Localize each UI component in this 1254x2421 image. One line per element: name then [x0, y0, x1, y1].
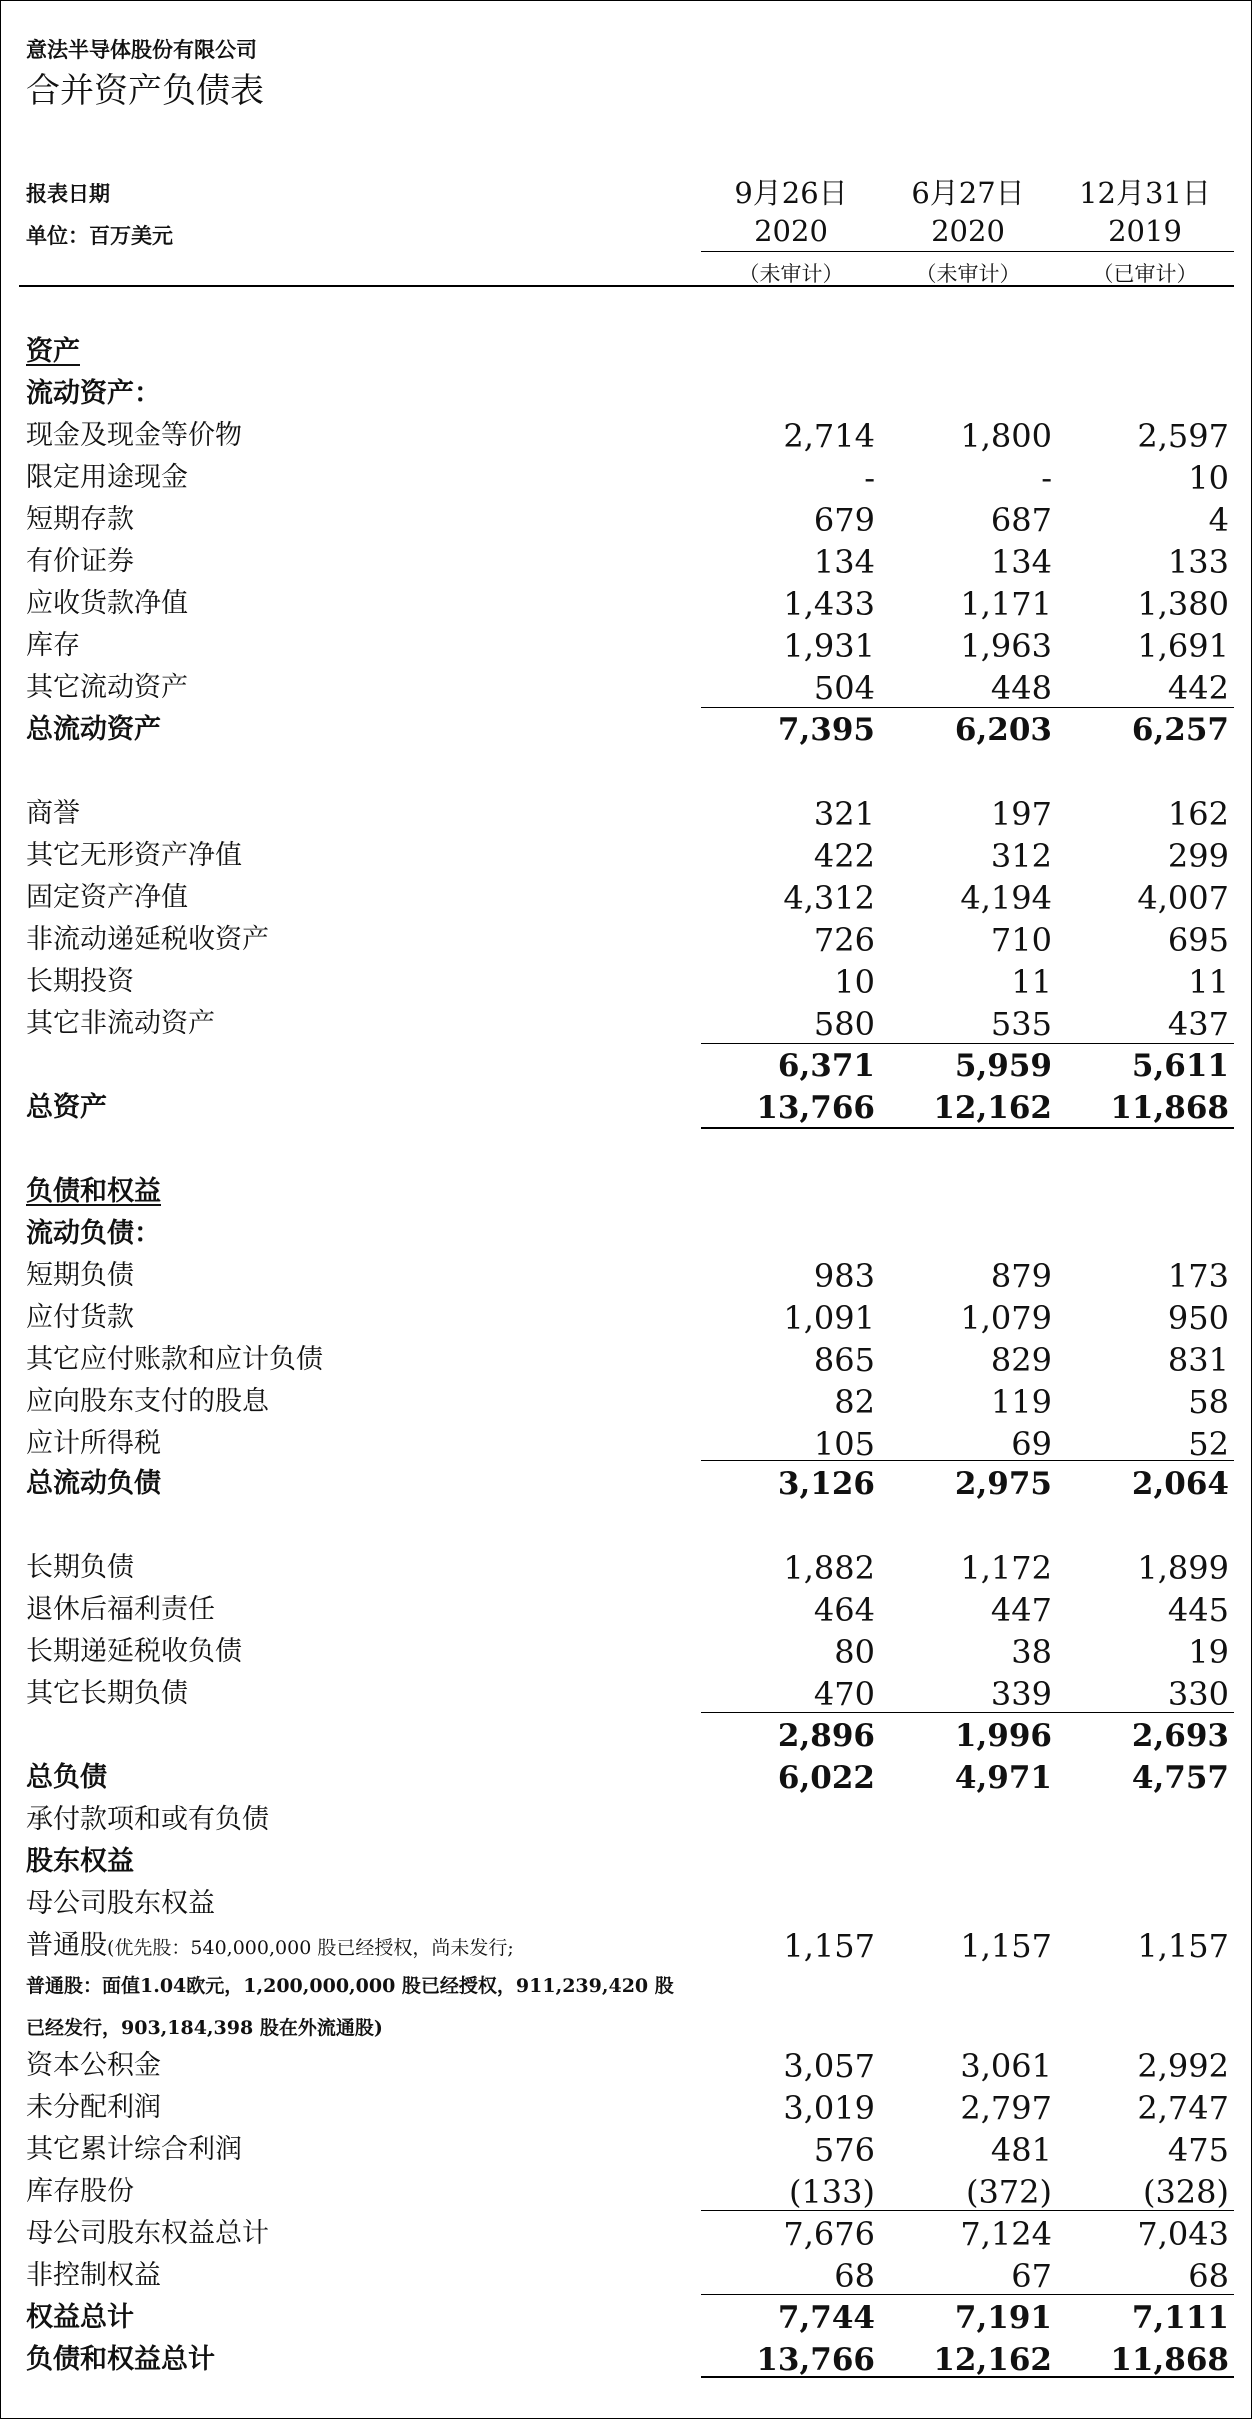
- cell-col1: 1,882: [783, 1549, 875, 1587]
- row-label-text: 库存股份: [26, 2176, 134, 2207]
- row-label: [26, 709, 161, 751]
- common-stock-row: [1, 1925, 1253, 1967]
- cell-col3: 52: [1188, 1425, 1229, 1463]
- cell-col3: 1,899: [1137, 1549, 1229, 1587]
- cell-col1: 3,126: [777, 1466, 875, 1502]
- cell-col3: 4,007: [1137, 879, 1229, 917]
- cell-col2: 1,157: [960, 1927, 1052, 1965]
- row-label: [26, 415, 242, 457]
- cell-col1: 134: [813, 543, 875, 581]
- table-row: [1, 541, 1253, 583]
- total-liabilities-and-equity: [1, 2339, 1253, 2381]
- table-row: [1, 1297, 1253, 1339]
- row-label-text: 总资产: [26, 1092, 107, 1123]
- unit-label: 单位：百万美元: [26, 223, 173, 248]
- cell-col1: 1,091: [783, 1299, 875, 1337]
- table-row: [1, 1381, 1253, 1423]
- row-label-text: 非控制权益: [26, 2260, 161, 2291]
- cell-col1: 865: [813, 1341, 875, 1379]
- total-equity: [1, 2297, 1253, 2339]
- table-row: [1, 2045, 1253, 2087]
- row-label: [26, 1339, 323, 1381]
- cell-col3: 133: [1167, 543, 1229, 581]
- row-label-text: 退休后福利责任: [26, 1594, 215, 1625]
- table-row: [1, 625, 1253, 667]
- row-label: [26, 2045, 161, 2087]
- table-row: [1, 457, 1253, 499]
- row-label-text: 限定用途现金: [26, 462, 188, 493]
- cell-col2: 1,079: [960, 1299, 1052, 1337]
- row-label-text: 其它累计综合利润: [26, 2134, 242, 2165]
- row-label: [26, 1841, 134, 1883]
- row-label: [26, 1547, 134, 1589]
- col2-date: 6月27日: [911, 176, 1025, 210]
- cell-col3: 2,747: [1137, 2089, 1229, 2127]
- cell-col1: 679: [813, 501, 875, 539]
- cell-col3: 1,691: [1137, 627, 1229, 665]
- cell-col3: 695: [1167, 921, 1229, 959]
- table-row: [1, 667, 1253, 709]
- rule-current-assets: [701, 707, 1234, 708]
- row-label-text: 应向股东支付的股息: [26, 1386, 269, 1417]
- row-label: [26, 1297, 134, 1339]
- row-label-text: 其它无形资产净值: [26, 840, 242, 871]
- cell-col2: 312: [990, 837, 1052, 875]
- cell-col1: -: [864, 459, 875, 497]
- report-date-label: 报表日期: [26, 181, 110, 206]
- row-label: [26, 835, 242, 877]
- cell-col2: 1,996: [954, 1718, 1052, 1754]
- cell-col1: 470: [813, 1675, 875, 1713]
- cell-col2: 119: [990, 1383, 1052, 1421]
- row-label-text: 应计所得税: [26, 1428, 161, 1459]
- cell-col2: 1,172: [960, 1549, 1052, 1587]
- table-row: [1, 1423, 1253, 1465]
- col3-date: 12月31日: [1079, 176, 1211, 210]
- row-label-text: 总负债: [26, 1762, 107, 1793]
- col2-status: （未审计）: [915, 262, 1021, 286]
- cell-col2: 11: [1011, 963, 1052, 1001]
- long-term-subtotal: [1, 1715, 1253, 1757]
- cell-col2: 339: [990, 1675, 1052, 1713]
- cell-col1: 3,019: [783, 2089, 875, 2127]
- table-row: [1, 583, 1253, 625]
- rule-noncurrent-assets: [701, 1043, 1234, 1044]
- cell-col1: 321: [813, 795, 875, 833]
- cell-col2: 1,800: [960, 417, 1052, 455]
- cell-col3: 2,693: [1131, 1718, 1229, 1754]
- row-label-text: 负债和权益: [26, 1176, 161, 1207]
- cell-col2: 2,975: [954, 1466, 1052, 1502]
- cell-col3: 330: [1167, 1675, 1229, 1713]
- row-label: [26, 2297, 134, 2339]
- row-label-text: 承付款项和或有负债: [26, 1804, 269, 1835]
- cell-col1: (133): [788, 2173, 875, 2211]
- cell-col3: 162: [1167, 795, 1229, 833]
- cell-col3: 2,597: [1137, 417, 1229, 455]
- table-row: [1, 2129, 1253, 2171]
- row-label: [26, 2087, 161, 2129]
- table-row: [1, 1589, 1253, 1631]
- row-label: [26, 1255, 134, 1297]
- cell-col3: 442: [1167, 669, 1229, 707]
- table-row: [1, 961, 1253, 1003]
- row-label: [26, 2339, 215, 2381]
- table-row: [1, 1631, 1253, 1673]
- total-assets: [1, 1087, 1253, 1129]
- table-row: [1, 1339, 1253, 1381]
- col1-year: 2020: [754, 214, 828, 248]
- cell-col1: 105: [813, 1425, 875, 1463]
- cell-col3: 445: [1167, 1591, 1229, 1629]
- section-equity: [1, 1841, 1253, 1883]
- rule-total-assets: [701, 1127, 1234, 1129]
- row-label: [26, 583, 188, 625]
- row-label-text: 库存: [26, 630, 80, 661]
- cell-col1: 983: [813, 1257, 875, 1295]
- row-label: [26, 1087, 107, 1129]
- row-label-text: 普通股: [26, 1930, 107, 1961]
- cell-col1: 80: [834, 1633, 875, 1671]
- cell-col1: 2,896: [777, 1718, 875, 1754]
- cell-col2: 535: [990, 1005, 1052, 1043]
- section-current-liabilities: [1, 1213, 1253, 1255]
- row-label-text: 其它非流动资产: [26, 1008, 215, 1039]
- cell-col2: 4,194: [960, 879, 1052, 917]
- row-label-text: 有价证券: [26, 546, 134, 577]
- table-row: [1, 1255, 1253, 1297]
- row-label-text: 长期负债: [26, 1552, 134, 1583]
- col1-date: 9月26日: [734, 176, 848, 210]
- row-label-note: (优先股：540,000,000 股已经授权，尚未发行;: [107, 1937, 514, 1959]
- cell-col3: 4: [1208, 501, 1229, 539]
- cell-col1: 504: [813, 669, 875, 707]
- row-label: [26, 1423, 161, 1465]
- cell-col2: 829: [990, 1341, 1052, 1379]
- rule-total-liab-equity: [701, 2376, 1234, 2378]
- cell-col1: 68: [834, 2257, 875, 2295]
- table-row: [1, 919, 1253, 961]
- row-label-text: 资产: [26, 336, 80, 367]
- section-current-assets: [1, 373, 1253, 415]
- row-label: [26, 625, 80, 667]
- table-row: [1, 1799, 1253, 1841]
- cell-col1: 4,312: [783, 879, 875, 917]
- row-label: [26, 1171, 161, 1213]
- row-label: [26, 2171, 134, 2213]
- cell-col3: 7,111: [1131, 2300, 1229, 2336]
- cell-col2: 197: [990, 795, 1052, 833]
- cell-col1: 3,057: [783, 2047, 875, 2085]
- table-row: [1, 1883, 1253, 1925]
- row-label-text: 未分配利润: [26, 2092, 161, 2123]
- rule-long-term-liabilities: [701, 1712, 1234, 1713]
- cell-col3: 831: [1167, 1341, 1229, 1379]
- table-row: [1, 415, 1253, 457]
- row-label-text: 长期投资: [26, 966, 134, 997]
- cell-col1: 464: [813, 1591, 875, 1629]
- common-stock-note-line2: 已经发行，903,184,398 股在外流通股): [26, 2017, 383, 2039]
- cell-col1: 1,931: [783, 627, 875, 665]
- cell-col3: 6,257: [1131, 712, 1229, 748]
- cell-col3: 1,157: [1137, 1927, 1229, 1965]
- cell-col1: 1,157: [783, 1927, 875, 1965]
- cell-col1: 1,433: [783, 585, 875, 623]
- row-label: [26, 2129, 242, 2171]
- noncurrent-subtotal: [1, 1045, 1253, 1087]
- row-label-text: 短期存款: [26, 504, 134, 535]
- row-label-text: 流动资产：: [26, 378, 161, 409]
- row-label: [26, 1631, 242, 1673]
- cell-col1: 6,371: [777, 1048, 875, 1084]
- row-label-text: 长期递延税收负债: [26, 1636, 242, 1667]
- cell-col2: -: [1041, 459, 1052, 497]
- col2-year: 2020: [931, 214, 1005, 248]
- cell-col3: 2,992: [1137, 2047, 1229, 2085]
- row-label: [26, 1799, 269, 1841]
- cell-col3: 19: [1188, 1633, 1229, 1671]
- table-row: [1, 793, 1253, 835]
- row-label-text: 固定资产净值: [26, 882, 188, 913]
- cell-col3: 10: [1188, 459, 1229, 497]
- table-row: [1, 2087, 1253, 2129]
- row-label: [26, 1673, 188, 1715]
- row-label-text: 总流动负债: [26, 1468, 161, 1499]
- cell-col2: 1,171: [960, 585, 1052, 623]
- row-label-text: 应付货款: [26, 1302, 134, 1333]
- cell-col1: 13,766: [756, 2342, 875, 2378]
- row-label-text: 负债和权益总计: [26, 2344, 215, 2375]
- total-current-liabilities: [1, 1463, 1253, 1505]
- row-label-text: 现金及现金等价物: [26, 420, 242, 451]
- row-label: [26, 1589, 215, 1631]
- cell-col1: 82: [834, 1383, 875, 1421]
- cell-col2: 69: [1011, 1425, 1052, 1463]
- section-assets: [1, 331, 1253, 373]
- row-label-text: 其它应付账款和应计负债: [26, 1344, 323, 1375]
- row-label-text: 总流动资产: [26, 714, 161, 745]
- row-label-text: 其它流动资产: [26, 672, 188, 703]
- cell-col2: 38: [1011, 1633, 1052, 1671]
- cell-col3: 11,868: [1110, 2342, 1229, 2378]
- cell-col1: 2,714: [783, 417, 875, 455]
- cell-col3: 1,380: [1137, 585, 1229, 623]
- row-label: [26, 457, 188, 499]
- cell-col2: 4,971: [954, 1760, 1052, 1796]
- total-current-assets: [1, 709, 1253, 751]
- rule-noncontrolling: [701, 2294, 1234, 2295]
- cell-col2: 447: [990, 1591, 1052, 1629]
- col3-year: 2019: [1108, 214, 1182, 248]
- row-label: [26, 499, 134, 541]
- page-title: 合并资产负债表: [26, 71, 264, 111]
- cell-col1: 6,022: [777, 1760, 875, 1796]
- cell-col2: 6,203: [954, 712, 1052, 748]
- company-name: 意法半导体股份有限公司: [26, 37, 257, 62]
- cell-col1: 726: [813, 921, 875, 959]
- row-label: [26, 1883, 215, 1925]
- row-label-text: 股东权益: [26, 1846, 134, 1877]
- cell-col2: 5,959: [954, 1048, 1052, 1084]
- row-label: [26, 1463, 161, 1505]
- cell-col2: (372): [965, 2173, 1052, 2211]
- cell-col1: 7,676: [783, 2215, 875, 2253]
- row-label: [26, 1213, 161, 1255]
- table-row: [1, 1003, 1253, 1045]
- cell-col3: 11: [1188, 963, 1229, 1001]
- cell-col2: 1,963: [960, 627, 1052, 665]
- cell-col2: 12,162: [933, 2342, 1052, 2378]
- row-label: [26, 1003, 215, 1045]
- cell-col2: 2,797: [960, 2089, 1052, 2127]
- col3-status: （已审计）: [1092, 262, 1198, 286]
- cell-col3: 4,757: [1131, 1760, 1229, 1796]
- row-label: [26, 541, 134, 583]
- cell-col3: 2,064: [1131, 1466, 1229, 1502]
- row-label-text: 商誉: [26, 798, 80, 829]
- cell-col3: 173: [1167, 1257, 1229, 1295]
- row-label-text: 非流动递延税收资产: [26, 924, 269, 955]
- row-label: [26, 373, 161, 415]
- common-stock-note-line1: 普通股：面值1.04欧元，1,200,000,000 股已经授权，911,239,420 股: [26, 1975, 674, 1997]
- cell-col2: 67: [1011, 2257, 1052, 2295]
- table-row: [1, 499, 1253, 541]
- row-label: [26, 919, 269, 961]
- cell-col1: 13,766: [756, 1090, 875, 1126]
- col1-status: （未审计）: [738, 262, 844, 286]
- row-label-text: 资本公积金: [26, 2050, 161, 2081]
- table-row: [1, 1547, 1253, 1589]
- cell-col3: (328): [1142, 2173, 1229, 2211]
- cell-col2: 481: [990, 2131, 1052, 2169]
- cell-col2: 687: [990, 501, 1052, 539]
- cell-col3: 475: [1167, 2131, 1229, 2169]
- row-label: [26, 1757, 107, 1799]
- row-label-text: 权益总计: [26, 2302, 134, 2333]
- row-label-text: 母公司股东权益: [26, 1888, 215, 1919]
- row-label: [26, 793, 80, 835]
- cell-col3: 58: [1188, 1383, 1229, 1421]
- row-label: [26, 331, 80, 373]
- balance-sheet-table: [1, 1, 1253, 2420]
- cell-col1: 7,744: [777, 2300, 875, 2336]
- cell-col1: 422: [813, 837, 875, 875]
- row-label: [26, 877, 188, 919]
- cell-col3: 68: [1188, 2257, 1229, 2295]
- cell-col3: 299: [1167, 837, 1229, 875]
- row-label-text: 应收货款净值: [26, 588, 188, 619]
- table-row: [1, 1673, 1253, 1715]
- row-label-text: 短期负债: [26, 1260, 134, 1291]
- cell-col2: 3,061: [960, 2047, 1052, 2085]
- cell-col3: 5,611: [1131, 1048, 1229, 1084]
- cell-col3: 7,043: [1137, 2215, 1229, 2253]
- table-row: [1, 877, 1253, 919]
- cell-col2: 134: [990, 543, 1052, 581]
- row-label: [26, 2213, 269, 2255]
- row-label-text: 母公司股东权益总计: [26, 2218, 269, 2249]
- cell-col2: 7,124: [960, 2215, 1052, 2253]
- row-label: [26, 1925, 514, 1969]
- cell-col2: 710: [990, 921, 1052, 959]
- row-label: [26, 667, 188, 709]
- table-row: [1, 2171, 1253, 2213]
- cell-col2: 7,191: [954, 2300, 1052, 2336]
- cell-col1: 580: [813, 1005, 875, 1043]
- row-label: [26, 2255, 161, 2297]
- section-liabilities-equity: [1, 1171, 1253, 1213]
- cell-col3: 950: [1167, 1299, 1229, 1337]
- cell-col3: 11,868: [1110, 1090, 1229, 1126]
- cell-col1: 10: [834, 963, 875, 1001]
- rule-current-liabilities: [701, 1460, 1234, 1461]
- row-label-text: 其它长期负债: [26, 1678, 188, 1709]
- table-row: [1, 835, 1253, 877]
- cell-col1: 7,395: [777, 712, 875, 748]
- cell-col2: 448: [990, 669, 1052, 707]
- rule-treasury: [701, 2210, 1234, 2211]
- table-row: [1, 2213, 1253, 2255]
- table-row: [1, 2255, 1253, 2297]
- row-label: [26, 1381, 269, 1423]
- cell-col2: 879: [990, 1257, 1052, 1295]
- cell-col1: 576: [813, 2131, 875, 2169]
- row-label-text: 流动负债：: [26, 1218, 161, 1249]
- total-liabilities: [1, 1757, 1253, 1799]
- cell-col3: 437: [1167, 1005, 1229, 1043]
- cell-col2: 12,162: [933, 1090, 1052, 1126]
- row-label: [26, 961, 134, 1003]
